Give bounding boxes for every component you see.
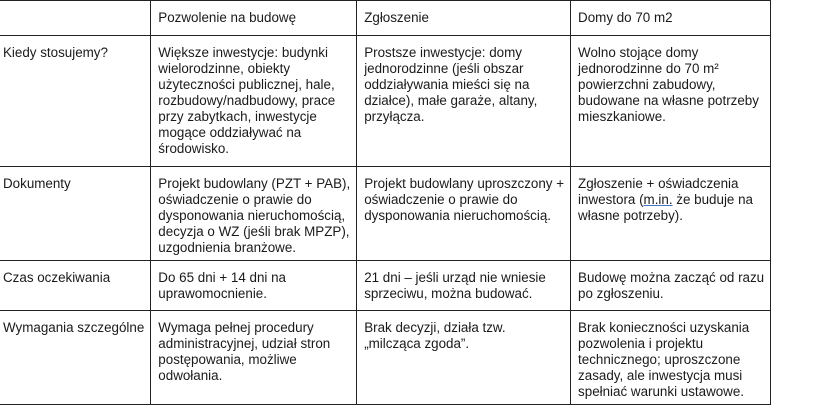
spellcheck-underline: m.in. xyxy=(643,192,673,207)
row-label: Wymagania szczególne xyxy=(0,311,151,405)
table-cell xyxy=(571,311,771,405)
cell-line: decyzja o WZ (jeśli brak MPZP), xyxy=(158,224,350,239)
cell-line: uprawomocnienie. xyxy=(158,286,267,301)
cell-line: mogące oddziaływać na xyxy=(158,125,302,140)
table-row xyxy=(0,36,771,167)
cell-line: wielorodzinne, obiekty xyxy=(158,61,291,76)
cell-line: Zgłoszenie + oświadczenia xyxy=(578,176,739,191)
cell-line: sprzeciwu, można budować. xyxy=(364,286,533,301)
cell-line: Wymaga pełnej procedury xyxy=(158,320,314,335)
table-row xyxy=(0,261,771,311)
cell-line: oświadczenie o prawie do xyxy=(364,192,518,207)
cell-line: inwestora (m.in. że buduje na xyxy=(578,192,753,207)
cell-line: powierzchni zabudowy, xyxy=(578,77,716,92)
row-label: Kiedy stosujemy? xyxy=(0,36,151,167)
table-cell xyxy=(151,36,357,167)
table-cell xyxy=(357,167,571,261)
table-cell xyxy=(357,261,571,311)
table-row xyxy=(0,311,771,405)
table-cell xyxy=(151,261,357,311)
table-cell xyxy=(357,311,571,405)
cell-line: dysponowania nieruchomością. xyxy=(364,208,552,223)
row-label: Dokumenty xyxy=(0,167,151,261)
cell-line: Brak konieczności uzyskania xyxy=(578,320,750,335)
cell-line: Wolno stojące domy xyxy=(578,45,699,60)
row-label: Czas oczekiwania xyxy=(0,261,151,311)
header-row xyxy=(0,1,771,36)
table-cell xyxy=(571,261,771,311)
cell-line: własne potrzeby). xyxy=(578,208,683,223)
cell-line: odwołania. xyxy=(158,368,223,383)
cell-line: oświadczenie o prawie do xyxy=(158,192,312,207)
cell-line: przyłącza. xyxy=(364,109,425,124)
header-cell-domy-70m2: Domy do 70 m2 xyxy=(571,1,771,36)
cell-line: technicznego; uproszczone xyxy=(578,352,741,367)
cell-line: działce), małe garaże, altany, xyxy=(364,93,538,108)
cell-line: „milcząca zgoda”. xyxy=(364,336,470,351)
table-cell xyxy=(571,167,771,261)
cell-line: administracyjnej, udział stron xyxy=(158,336,331,351)
cell-line: przy zabytkach, inwestycje xyxy=(158,109,317,124)
cell-line: środowisko. xyxy=(158,141,229,156)
cell-line: postępowania, możliwe xyxy=(158,352,297,367)
cell-line: dysponowania nieruchomością, xyxy=(158,208,346,223)
cell-line: uzgodnienia branżowe. xyxy=(158,240,297,255)
table-row xyxy=(0,167,771,261)
cell-line: pozwolenia i projektu xyxy=(578,336,704,351)
cell-line: Do 65 dni + 14 dni na xyxy=(158,270,286,285)
cell-line: oddziaływania mieści się na xyxy=(364,77,530,92)
cell-line: Projekt budowlany (PZT + PAB), xyxy=(158,176,351,191)
table-cell xyxy=(151,311,357,405)
cell-line: po zgłoszeniu. xyxy=(578,286,664,301)
cell-line: rozbudowy/nadbudowy, prace xyxy=(158,93,336,108)
cell-line: Prostsze inwestycje: domy xyxy=(364,45,522,60)
cell-line: mieszkaniowe. xyxy=(578,109,666,124)
cell-line: jednorodzinne (jeśli obszar xyxy=(364,61,524,76)
cell-line: Projekt budowlany uproszczony + xyxy=(364,176,565,191)
cell-line: jednorodzinne do 70 m² xyxy=(578,61,719,76)
header-cell-empty xyxy=(0,1,151,36)
table-cell xyxy=(151,167,357,261)
table-cell xyxy=(571,36,771,167)
cell-line: zasady, ale inwestycja musi xyxy=(578,368,743,383)
cell-line: Budowę można zacząć od razu xyxy=(578,270,765,285)
cell-line: spełniać warunki ustawowe. xyxy=(578,384,745,399)
header-cell-zgloszenie: Zgłoszenie xyxy=(357,1,571,36)
cell-line: Większe inwestycje: budynki xyxy=(158,45,328,60)
cell-line: użyteczności publicznej, hale, xyxy=(158,77,335,92)
header-cell-pozwolenie: Pozwolenie na budowę xyxy=(151,1,357,36)
cell-line: Brak decyzji, działa tzw. xyxy=(364,320,506,335)
cell-line: 21 dni – jeśli urząd nie wniesie xyxy=(364,270,546,285)
table-cell xyxy=(357,36,571,167)
cell-line: budowane na własne potrzeby xyxy=(578,93,759,108)
